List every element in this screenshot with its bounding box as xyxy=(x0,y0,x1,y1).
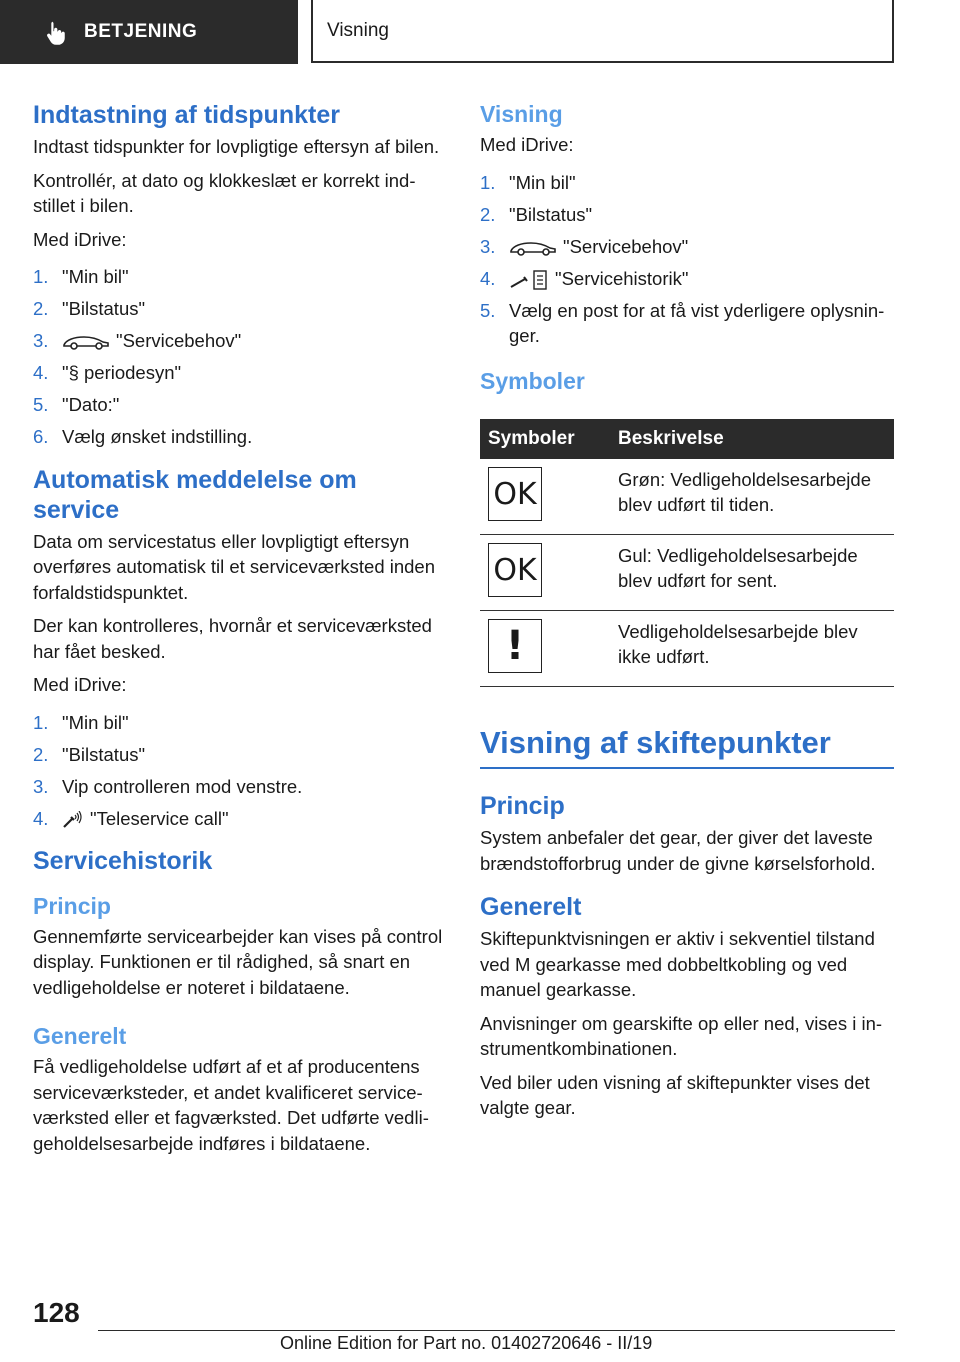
list-item: 4. "Teleservice call" xyxy=(33,807,229,829)
list-item: 1. "Min bil" xyxy=(33,266,129,287)
car-service-icon xyxy=(62,334,110,350)
list-item: 5. "Dato:" xyxy=(33,394,120,416)
table-cell: Grøn: Vedligeholdelsesarbejde blev udført til tiden. xyxy=(610,459,894,535)
ok-icon: OK xyxy=(488,467,542,521)
table-row xyxy=(480,535,894,611)
heading-princip: Princip xyxy=(480,792,565,821)
page-number: 128 xyxy=(33,1297,80,1328)
list-item: 2. "Bilstatus" xyxy=(33,743,146,765)
heading-indtastning: Indtastning af tidspunkter xyxy=(33,101,340,129)
heading-generelt: Generelt xyxy=(480,893,582,922)
footer-divider xyxy=(98,1330,895,1331)
paragraph: Med iDrive: xyxy=(480,134,574,155)
paragraph: Med iDrive: xyxy=(33,674,127,696)
table-header: Beskrivelse xyxy=(610,419,894,459)
table-cell: Vedligeholdelsesarbejde blev ikke udført. xyxy=(610,611,894,687)
list-item: 5. Vælg en post for at få vist yderligere oplysninger. xyxy=(480,299,885,347)
subsection-tab xyxy=(311,0,894,63)
teleservice-icon xyxy=(62,811,84,829)
subsection-title: Visning xyxy=(327,19,389,41)
section-tab xyxy=(0,0,298,64)
paragraph: Ved biler uden visning af skiftepunkter vises det valgte gear. xyxy=(480,1071,870,1119)
paragraph: Data om servicestatus eller lovpligtigt eftersyn overføres automatisk til et serviceværksted inden forfaldstidspunktet. xyxy=(33,530,436,603)
symbol-table xyxy=(480,419,894,687)
list-item: 4. "Servicehistorik" xyxy=(480,266,894,292)
heading-automatisk: Automatisk meddelelse om service xyxy=(33,465,357,524)
list-item: 3. Vip controlleren mod venstre. xyxy=(33,775,303,797)
ok-icon: OK xyxy=(488,543,542,597)
list-item: 1. "Min bil" xyxy=(480,171,576,193)
paragraph: Anvisninger om gearskifte op eller ned, vises i instrumentkombinationen. xyxy=(480,1012,883,1060)
list-item: 2. "Bilstatus" xyxy=(33,298,146,320)
left-column xyxy=(33,100,447,1156)
paragraph: Gennemførte servicearbejder kan vises på control display. Funktionen er til rådighed, så snart en vedligeholdelse er noteret i bildataene. xyxy=(33,925,443,998)
section-title: BETJENING xyxy=(84,21,198,42)
heading-princip: Princip xyxy=(33,892,111,919)
step-list xyxy=(480,170,894,349)
paragraph: Med iDrive: xyxy=(33,228,127,250)
edition-text: Online Edition for Part no. 01402720646 - II/19 xyxy=(280,1333,653,1353)
list-item: 3. "Servicebehov" xyxy=(33,330,242,352)
hand-pointer-icon xyxy=(42,19,68,45)
table-cell: Gul: Vedligeholdelsesarbejde blev udført for sent. xyxy=(610,535,894,611)
list-item: 2. "Bilstatus" xyxy=(480,203,593,225)
paragraph: Der kan kontrolleres, hvornår et serviceværksted har fået besked. xyxy=(33,615,432,662)
exclamation-icon: ! xyxy=(488,619,542,673)
list-item: 6. Vælg ønsket indstilling. xyxy=(33,426,253,448)
step-list xyxy=(33,264,447,450)
car-service-icon xyxy=(509,240,557,256)
table-header: Symboler xyxy=(480,419,610,459)
heading-visning: Visning xyxy=(480,101,563,127)
paragraph: Skiftepunktvisningen er aktiv i sekventiel tilstand ved M gearkasse med dobbeltkobling og ved manuel gearkasse. xyxy=(480,928,875,1001)
list-item: 3. "Servicebehov" xyxy=(480,235,689,257)
paragraph: System anbefaler det gear, der giver det laveste brændstofforbrug under de givne kørselsforhold. xyxy=(480,827,876,874)
table-row xyxy=(480,611,894,687)
heading-symboler: Symboler xyxy=(480,368,585,395)
paragraph: Indtast tidspunkter for lovpligtige eftersyn af bilen. xyxy=(33,136,440,157)
list-item: 1. "Min bil" xyxy=(33,711,129,733)
paragraph: Få vedligeholdelse udført af et af producentens serviceværksteder, et andet kvalificeret serviceværksted eller et fagværksted. Det udførte vedligeholdelsesarbejde indføres i bildataene. xyxy=(33,1056,429,1154)
table-row xyxy=(480,459,894,535)
step-list xyxy=(33,710,447,832)
heading-skiftepunkter: Visning af skiftepunkter xyxy=(480,723,894,769)
heading-servicehistorik: Servicehistorik xyxy=(33,846,213,875)
right-column xyxy=(480,100,894,1121)
paragraph: Kontrollér, at dato og klokkeslæt er korrekt indstillet i bilen. xyxy=(33,169,416,216)
list-item: 4. "§ periodesyn" xyxy=(33,362,182,384)
service-history-icon xyxy=(509,269,549,291)
heading-generelt: Generelt xyxy=(33,1023,127,1050)
